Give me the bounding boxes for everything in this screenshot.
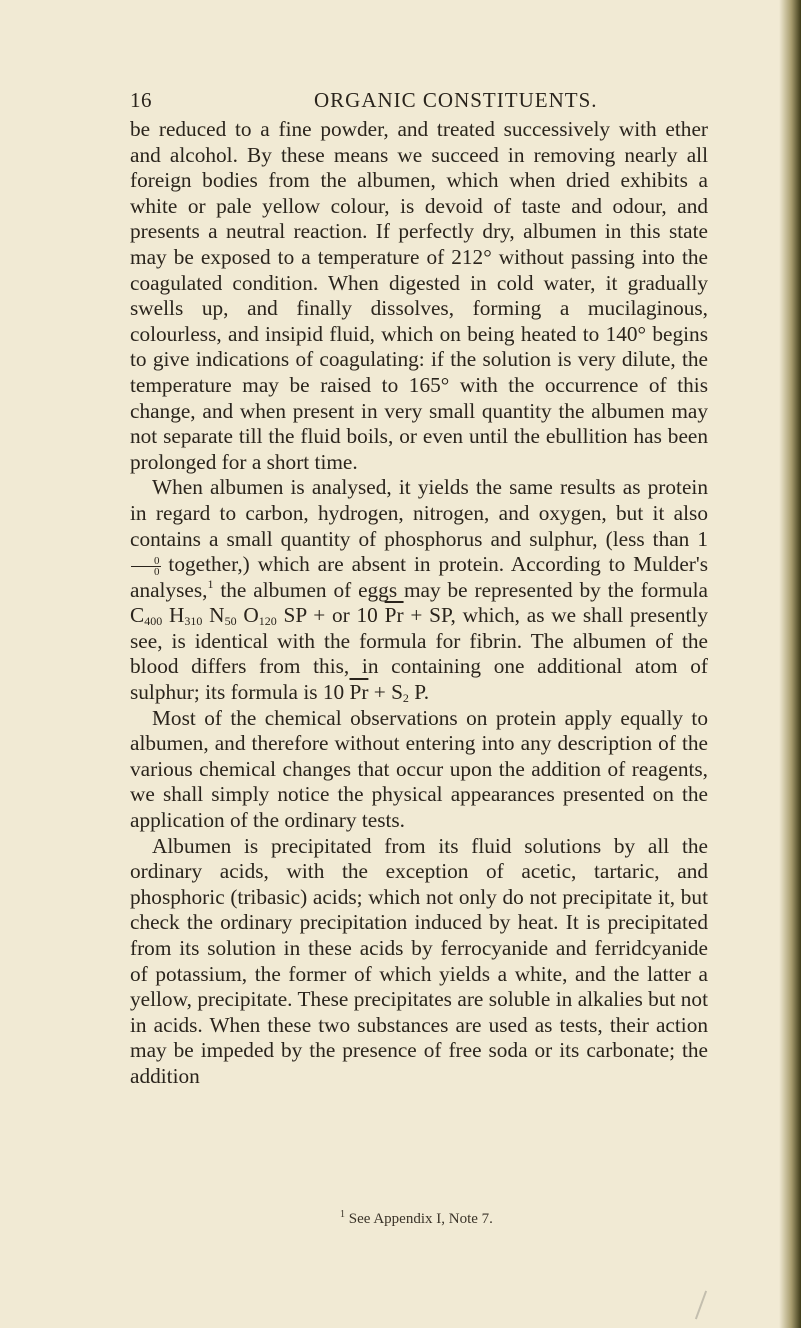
page-edge-shadow [779,0,801,1328]
footnote [340,1209,493,1228]
page-number: 16 [130,88,152,112]
footnote-marker: 1 [207,576,214,591]
protein-symbol: $\overline{Pr}$ [349,680,369,705]
protein-symbol: $\overline{Pr}$ [384,603,404,628]
body-text [130,117,708,1090]
running-title: ORGANIC CONSTITUENTS. [314,88,598,112]
paragraph-4: Albumen is precipitated from its fluid solutions by all the ordinary acids, with the exception of acetic, tartaric, and phosphoric (tribasic) acids; which not only do not precipitate it, but check the ordinary precipitation induced by heat. It is precipitated from its solution in these acids by ferrocyanide and ferridcyanide of potassium, the former of which yields a white, and the latter a yellow, precipitate. These precipitates are soluble in alkalies but not in acids. When these two substances are used as tests, their action may be impeded by the presence of free soda or its carbonate; the addition [130,833,708,1088]
fraction: $\frac{0}{0}$ [131,556,161,577]
scan-mark [695,1291,707,1320]
footnote-text: See Appendix I, Note 7. [345,1211,493,1227]
page-header [130,88,710,118]
paragraph-3: Most of the chemical observations on protein apply equally to albumen, and therefore without entering into any description of the various chemical changes that occur upon the addition of reagents, we shall simply notice the physical appearances presented on the application of the ordinary tests. [130,705,708,833]
paragraph-1: be reduced to a fine powder, and treated successively with ether and alcohol. By these means we succeed in removing nearly all foreign bodies from the albumen, which when dried exhibits a white or pale yellow colour, is devoid of taste and odour, and presents a neutral reaction. If perfectly dry, albumen in this state may be exposed to a temperature of 212° without passing into the coagulated condition. When digested in cold water, it gradually swells up, and finally dissolves, forming a mucilaginous, colourless, and insipid fluid, which on being heated to 140° begins to give indications of coagulating: if the solution is very dilute, the temperature may be raised to 165° with the occurrence of this change, and when present in very small quantity the albumen may not separate till the fluid boils, or even until the ebullition has been prolonged for a short time. [130,117,708,474]
footnote-number: 1 [340,1209,345,1220]
paragraph-2: When albumen is analysed, it yields the same results as protein in regard to carbon, hydrogen, nitrogen, and oxygen, but it also contains a small quantity of phosphorus and sulphur, (less than 1 $\frac{0}{0}$ together,) which are absent in protein. According to Mulder's analyses,$^1$ the albumen of eggs may be represented by the formula $C_{400}$ $H_{310}$ $N_{50}$ $O_{120}$ SP + or 10 $\overline{Pr}$ + SP, which, as we shall presently see, is identical with the formula for fibrin. The albumen of the blood differs from this, in containing one additional atom of sulphur; its formula is 10 $\overline{Pr} + S_2$ P. [130,475,708,706]
